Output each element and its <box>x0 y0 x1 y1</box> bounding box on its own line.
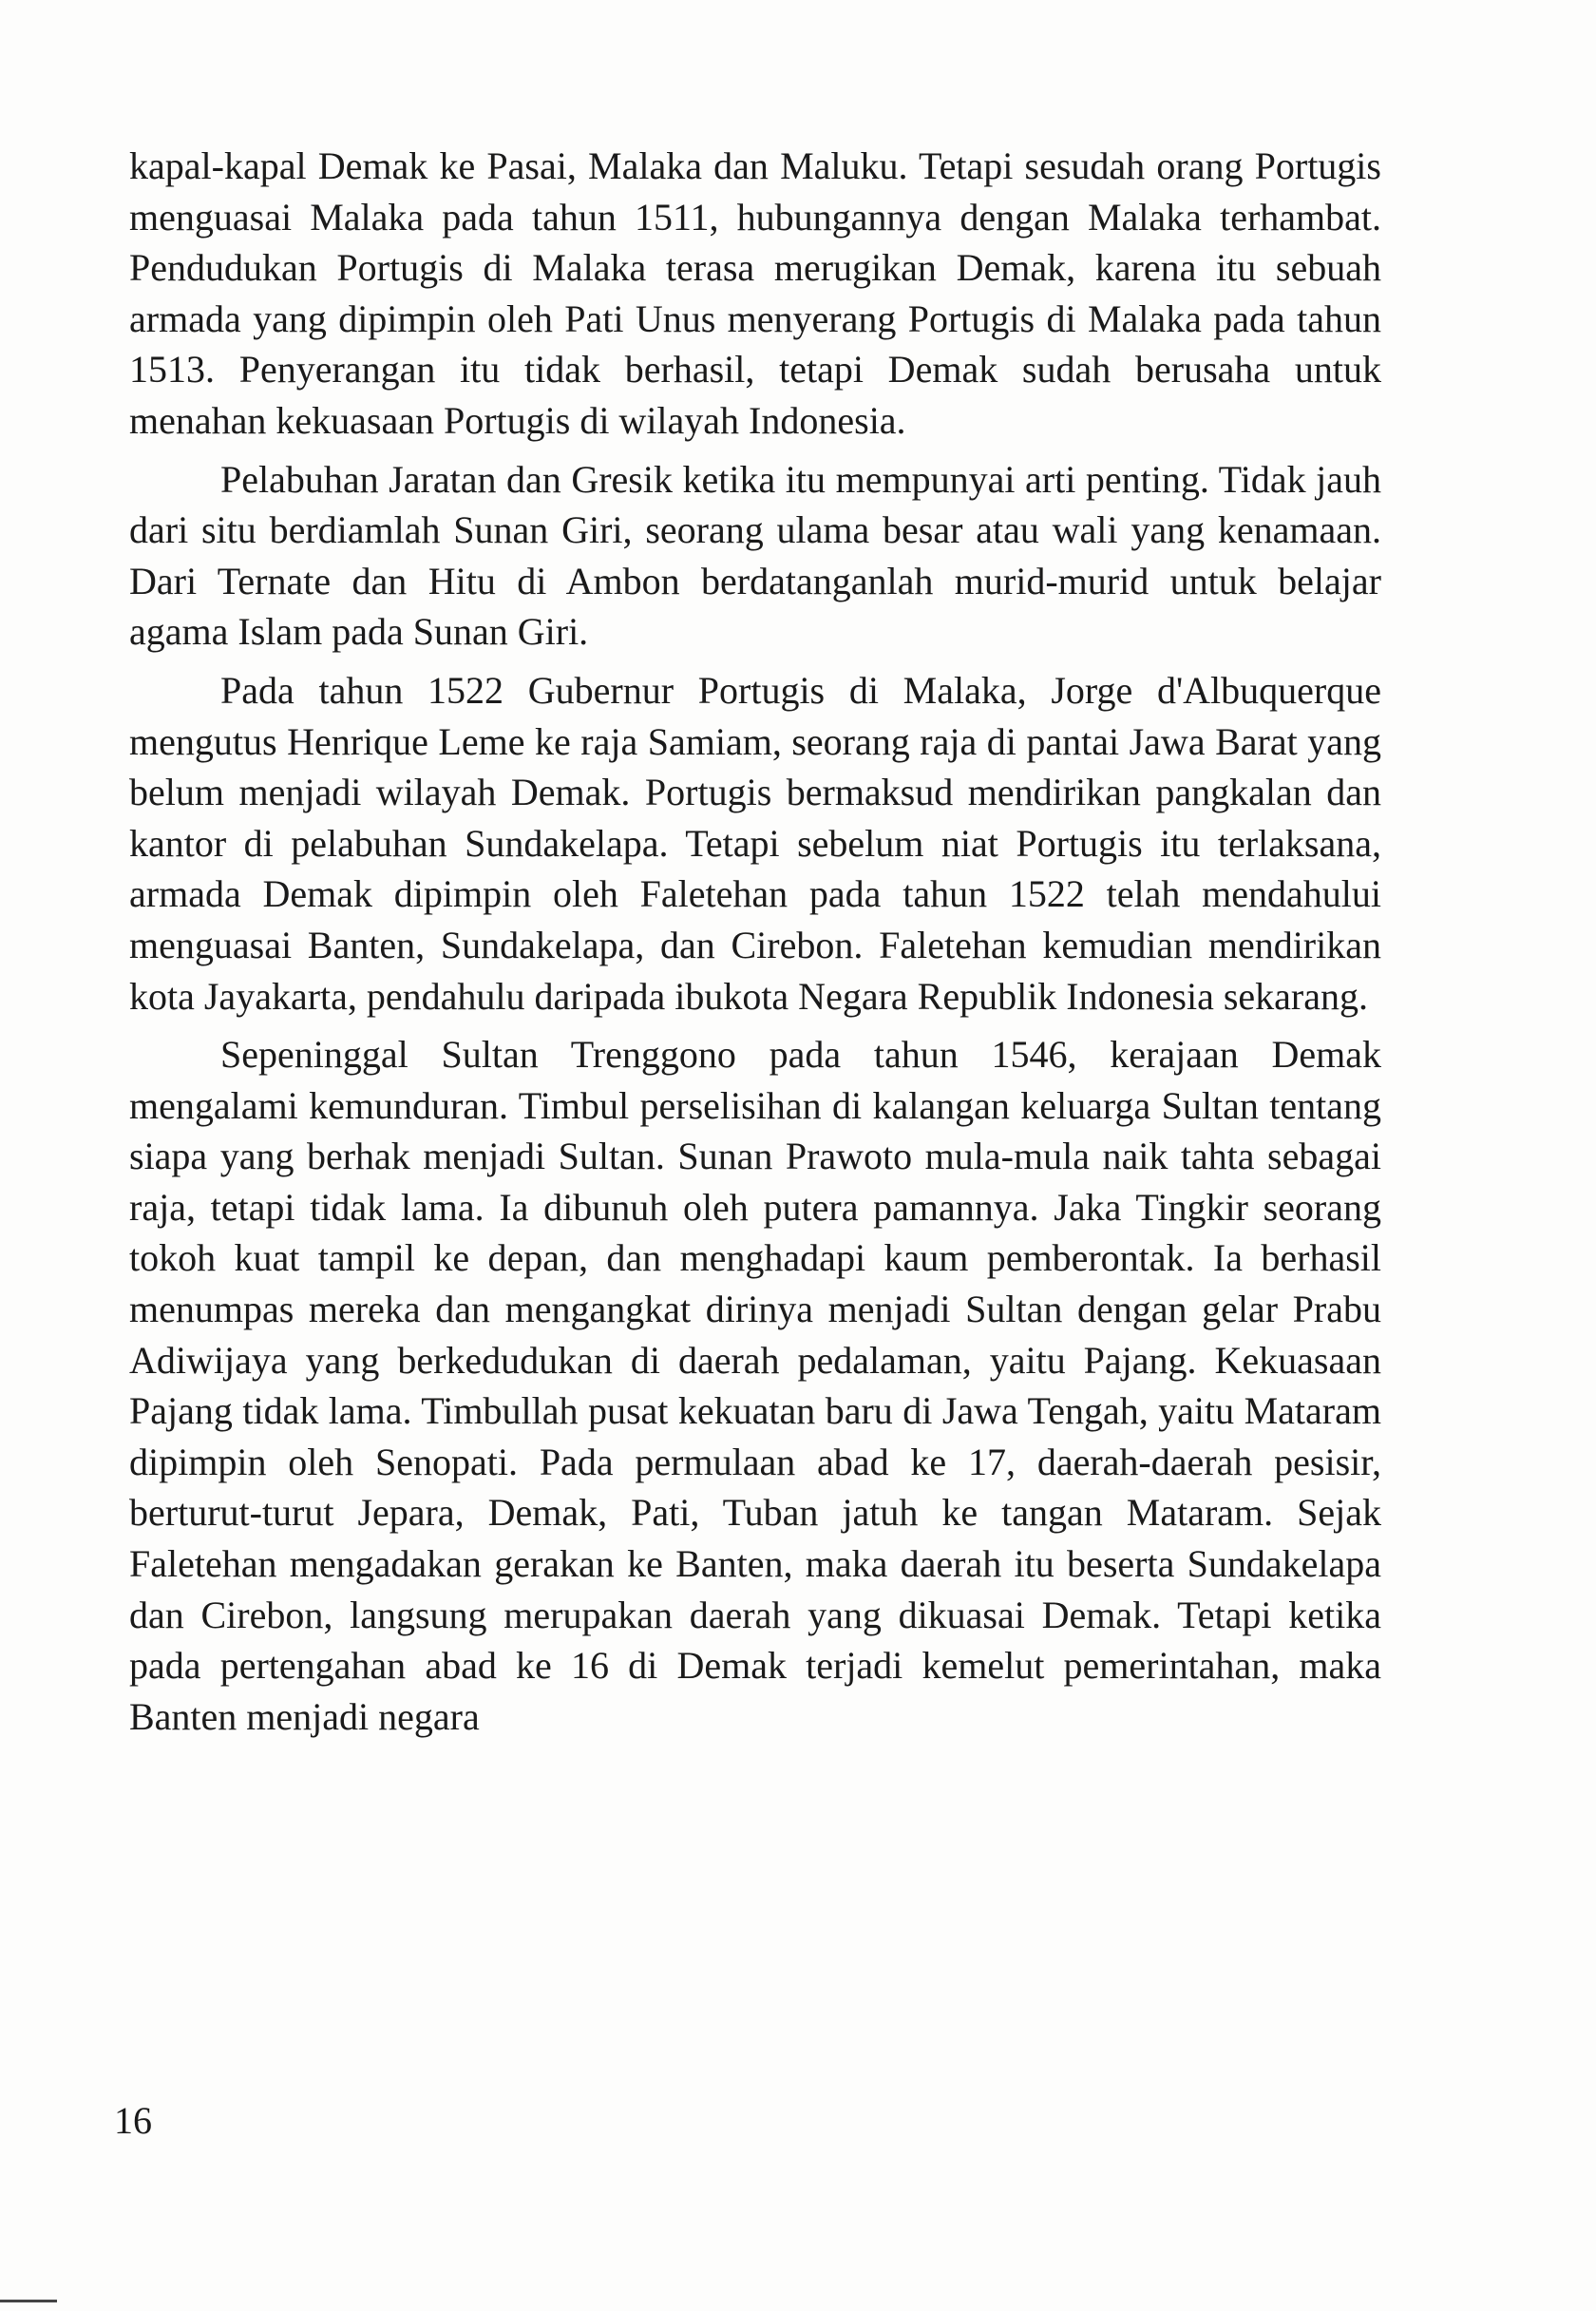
paragraph-1: kapal-kapal Demak ke Pasai, Malaka dan Maluku. Tetapi sesudah orang Portugis menguasai Malaka pada tahun 1511, hubungannya dengan Malaka terhambat. Pendudukan Portugis di Malaka terasa merugikan Demak, karena itu sebuah armada yang dipimpin oleh Pati Unus menyerang Portugis di Malaka pada tahun 1513. Penyerangan itu tidak berhasil, tetapi Demak sudah berusaha untuk menahan kekuasaan Portugis di wilayah Indonesia. <box>129 144 1381 442</box>
scan-edge-mark <box>0 2300 57 2302</box>
paragraph-3: Pada tahun 1522 Gubernur Portugis di Malaka, Jorge d'Albuquerque mengutus Henrique Leme ke raja Samiam, seorang raja di pantai Jawa Barat yang belum menjadi wilayah Demak. Portugis bermaksud mendirikan pangkalan dan kantor di pelabuhan Sundakelapa. Tetapi sebelum niat Portugis itu terlaksana, armada Demak dipimpin oleh Faletehan pada tahun 1522 telah mendahului menguasai Banten, Sundakelapa, dan Cirebon. Faletehan kemudian mendirikan kota Jayakarta, pendahulu daripada ibukota Negara Republik Indonesia sekarang. <box>129 668 1381 1018</box>
body-text <box>129 141 1381 1742</box>
paragraph-2: Pelabuhan Jaratan dan Gresik ketika itu mempunyai arti penting. Tidak jauh dari situ berdiamlah Sunan Giri, seorang ulama besar atau wali yang kenamaan. Dari Ternate dan Hitu di Ambon berdatanganlah murid-murid untuk belajar agama Islam pada Sunan Giri. <box>129 457 1381 654</box>
page-number: 16 <box>114 2099 152 2142</box>
paragraph-4: Sepeninggal Sultan Trenggono pada tahun 1546, kerajaan Demak mengalami kemunduran. Timbul perselisihan di kalangan keluarga Sultan tentang siapa yang berhak menjadi Sultan. Sunan Prawoto mula-mula naik tahta sebagai raja, tetapi tidak lama. Ia dibunuh oleh putera pamannya. Jaka Tingkir seorang tokoh kuat tampil ke depan, dan menghadapi kaum pemberontak. Ia berhasil menumpas mereka dan mengangkat dirinya menjadi Sultan dengan gelar Prabu Adiwijaya yang berkedudukan di daerah pedalaman, yaitu Pajang. Kekuasaan Pajang tidak lama. Timbullah pusat kekuatan baru di Jawa Tengah, yaitu Mataram dipimpin oleh Senopati. Pada permulaan abad ke 17, daerah-daerah pesisir, berturut-turut Jepara, Demak, Pati, Tuban jatuh ke tangan Mataram. Sejak Faletehan mengadakan gerakan ke Banten, maka daerah itu beserta Sundakelapa dan Cirebon, langsung merupakan daerah yang dikuasai Demak. Tetapi ketika pada pertengahan abad ke 16 di Demak terjadi kemelut pemerintahan, maka Banten menjadi negara <box>129 1033 1381 1738</box>
